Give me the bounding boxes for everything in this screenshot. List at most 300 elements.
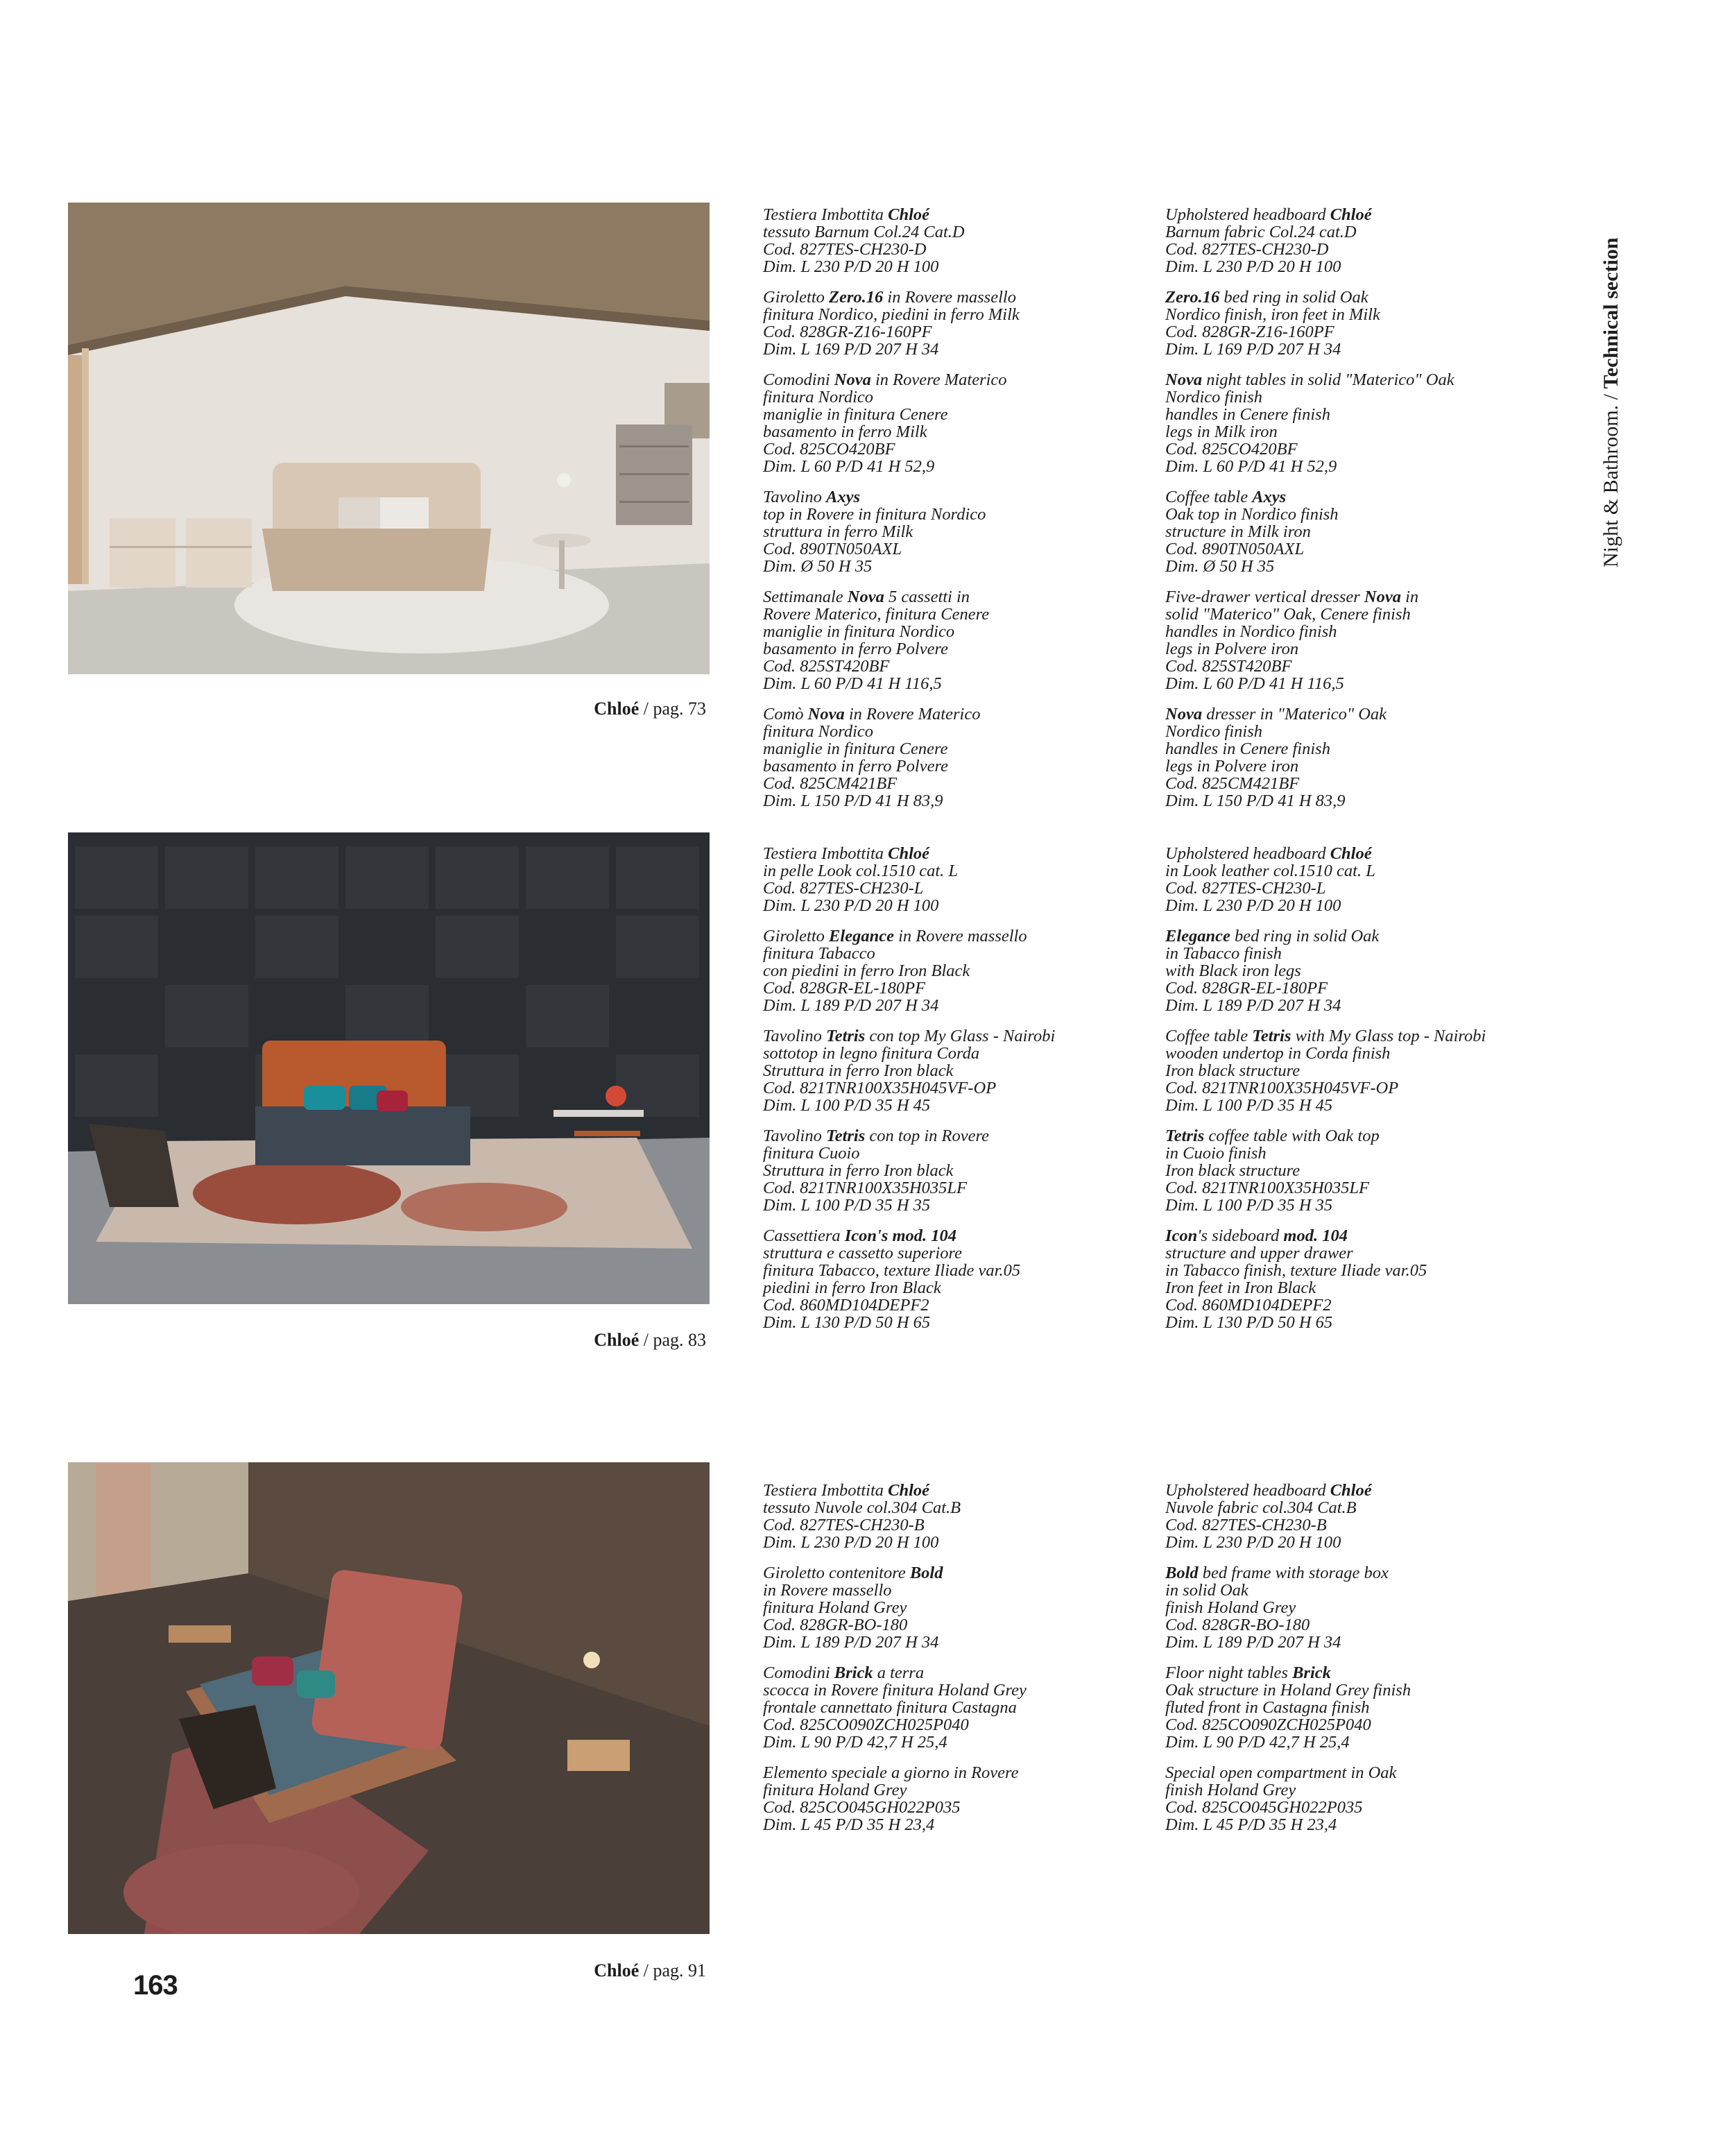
spec-text: Struttura in ferro Iron black [763, 1161, 954, 1180]
spec-text: in Tabacco finish, texture Iliade var.05 [1165, 1261, 1427, 1280]
spec-line [763, 880, 1151, 897]
spec-line [1165, 723, 1554, 740]
spec-text: Cod. 890TN050AXL [1165, 540, 1305, 558]
spec-text: Nordico finish [1165, 388, 1262, 407]
spec-list [763, 845, 1151, 1331]
spec-line [1165, 1716, 1554, 1734]
spec-text: Iron black structure [1165, 1061, 1300, 1080]
spec-text: piedini in ferro Iron Black [763, 1278, 941, 1297]
spec-text: Testiera Imbottita [763, 844, 889, 863]
spec-block [1165, 1764, 1554, 1833]
product-name: Chloé [888, 844, 930, 863]
spec-line [1165, 1534, 1554, 1551]
spec-text: Cod. 860MD104DEPF2 [763, 1296, 929, 1315]
spec-text: Dim. L 230 P/D 20 H 100 [763, 257, 939, 276]
spec-text: 's sideboard [1197, 1226, 1284, 1245]
spec-line [763, 371, 1151, 388]
spec-block [763, 1227, 1151, 1331]
bedroom-photo-light [68, 203, 710, 674]
spec-block [763, 289, 1151, 358]
spec-block [1165, 1027, 1554, 1114]
spec-line [1165, 1097, 1554, 1114]
spec-line [1165, 488, 1554, 506]
spec-line [763, 897, 1151, 914]
spec-block [763, 588, 1151, 692]
spec-line [763, 458, 1151, 475]
spec-text: Comò [763, 705, 808, 724]
spec-text: scocca in Rovere finitura Holand Grey [763, 1681, 1027, 1700]
spec-text: Settimanale [763, 588, 848, 606]
spec-text: with Black iron legs [1165, 961, 1301, 980]
spec-line [763, 1279, 1151, 1297]
product-name: mod. 104 [1283, 1226, 1348, 1245]
spec-block [763, 488, 1151, 575]
spec-text: bed ring in solid Oak [1230, 927, 1380, 946]
product-name: Nova [1165, 370, 1203, 389]
spec-line [1165, 1499, 1554, 1516]
spec-line [763, 1699, 1151, 1716]
spec-text: finitura Nordico, piedini in ferro Milk [763, 305, 1020, 324]
spec-line [763, 1616, 1151, 1634]
spec-line [1165, 1664, 1554, 1682]
spec-text: maniglie in finitura Cenere [763, 739, 948, 758]
spec-text: bed frame with storage box [1198, 1564, 1389, 1582]
spec-text: Dim. L 230 P/D 20 H 100 [1165, 896, 1341, 915]
spec-text: Cod. 860MD104DEPF2 [1165, 1296, 1332, 1315]
spec-text: Struttura in ferro Iron black [763, 1061, 954, 1080]
spec-line [763, 1781, 1151, 1799]
spec-text: Dim. L 230 P/D 20 H 100 [1165, 257, 1341, 276]
product-name: Zero.16 [1165, 288, 1220, 307]
product-name: Nova [834, 370, 871, 389]
spec-line [763, 523, 1151, 540]
spec-line [1165, 1127, 1554, 1145]
spec-text: Cod. 828GR-EL-180PF [1165, 979, 1328, 998]
spec-line [1165, 540, 1554, 558]
spec-text: in Rovere massello [883, 288, 1016, 307]
spec-text: finitura Cuoio [763, 1144, 860, 1163]
spec-line [763, 1716, 1151, 1734]
spec-block [763, 927, 1151, 1014]
spec-text: Dim. L 169 P/D 207 H 34 [763, 340, 939, 359]
spec-text: Dim. L 230 P/D 20 H 100 [763, 1533, 939, 1552]
spec-line [763, 997, 1151, 1014]
spec-line [763, 945, 1151, 962]
spec-line [1165, 406, 1554, 423]
bedroom-photo-brown [68, 1462, 710, 1934]
spec-line [1165, 758, 1554, 775]
page-number: 163 [133, 1970, 178, 2001]
spec-text: basamento in ferro Milk [763, 422, 927, 441]
spec-line [763, 1145, 1151, 1162]
spec-line [763, 1734, 1151, 1751]
spec-text: 5 cassetti in [884, 588, 970, 606]
spec-text: Five-drawer vertical dresser [1165, 588, 1364, 606]
spec-line [1165, 1634, 1554, 1651]
spec-line [763, 1599, 1151, 1616]
spec-list [763, 206, 1151, 810]
spec-line [763, 1482, 1151, 1499]
spec-text: Special open compartment in Oak [1165, 1763, 1397, 1782]
product-name: Tetris [826, 1027, 866, 1045]
spec-line [1165, 1682, 1554, 1699]
spec-line [763, 258, 1151, 275]
spec-text: legs in Polvere iron [1165, 757, 1299, 776]
spec-line [1165, 1816, 1554, 1833]
product-name: Icon's mod. 104 [844, 1226, 957, 1245]
spec-text: maniglie in finitura Nordico [763, 622, 955, 641]
spec-text: in [1400, 588, 1419, 606]
spec-line [1165, 1227, 1554, 1244]
spec-line [1165, 1699, 1554, 1716]
spec-list [763, 1482, 1151, 1833]
spec-line [1165, 640, 1554, 658]
spec-line [763, 862, 1151, 880]
english-column-1 [1165, 206, 1554, 823]
spec-line [763, 440, 1151, 458]
spec-text: dresser in "Materico" Oak [1202, 705, 1387, 724]
spec-line [1165, 623, 1554, 640]
spec-line [763, 323, 1151, 341]
spec-text: basamento in ferro Polvere [763, 757, 948, 776]
spec-line [1165, 1781, 1554, 1799]
spec-line [763, 341, 1151, 358]
spec-line [1165, 423, 1554, 440]
spec-block [763, 1764, 1151, 1833]
spec-line [763, 406, 1151, 423]
spec-line [1165, 740, 1554, 758]
spec-line [763, 540, 1151, 558]
spec-line [1165, 997, 1554, 1014]
spec-text: Dim. L 45 P/D 35 H 23,4 [763, 1815, 935, 1834]
spec-block [1165, 289, 1554, 358]
spec-text: Dim. L 90 P/D 42,7 H 25,4 [1165, 1733, 1350, 1752]
spec-line [763, 1297, 1151, 1314]
product-name: Chloé [888, 205, 930, 224]
product-name: Bold [909, 1564, 943, 1582]
spec-block [763, 1482, 1151, 1551]
spec-line [763, 223, 1151, 241]
spec-text: Cod. 825CO045GH022P035 [763, 1798, 961, 1817]
spec-line [1165, 1599, 1554, 1616]
spec-text: Dim. L 100 P/D 35 H 35 [1165, 1196, 1333, 1215]
spec-line [1165, 306, 1554, 323]
photo-caption-2: Chloé / pag. 83 [594, 1330, 706, 1350]
spec-text: Cod. 821TNR100X35H035LF [1165, 1179, 1370, 1197]
italian-column-3 [763, 1482, 1151, 1847]
product-name: Axys [1252, 488, 1287, 506]
spec-line [1165, 523, 1554, 540]
spec-text: Dim. L 230 P/D 20 H 100 [1165, 1533, 1341, 1552]
spec-text: solid "Materico" Oak, Cenere finish [1165, 605, 1411, 624]
spec-text: Cod. 828GR-BO-180 [1165, 1616, 1310, 1634]
spec-line [763, 289, 1151, 306]
spec-block [763, 1664, 1151, 1751]
spec-block [1165, 845, 1554, 914]
spec-line [763, 1027, 1151, 1045]
spec-text: Cod. 827TES-CH230-L [1165, 879, 1326, 898]
spec-text: Cod. 827TES-CH230-D [1165, 240, 1329, 259]
spec-line [1165, 1764, 1554, 1781]
spec-line [1165, 775, 1554, 792]
product-name: Chloé [888, 1481, 930, 1500]
product-name: Zero.16 [829, 288, 884, 307]
spec-line [1165, 1279, 1554, 1297]
spec-line [763, 1227, 1151, 1244]
spec-text: Oak top in Nordico finish [1165, 505, 1339, 524]
spec-line [1165, 506, 1554, 523]
spec-text: Dim. L 189 P/D 207 H 34 [763, 996, 939, 1015]
spec-text: Tavolino [763, 488, 826, 506]
spec-line [1165, 1027, 1554, 1045]
spec-line [763, 775, 1151, 792]
spec-text: Giroletto contenitore [763, 1564, 910, 1582]
spec-text: sottotop in legno finitura Corda [763, 1044, 980, 1063]
spec-line [1165, 1297, 1554, 1314]
spec-text: Dim. L 60 P/D 41 H 52,9 [1165, 457, 1337, 476]
spec-line [1165, 979, 1554, 997]
spec-line [763, 1534, 1151, 1551]
spec-line [1165, 206, 1554, 223]
spec-text: Cod. 821TNR100X35H045VF-OP [763, 1079, 997, 1097]
spec-text: tessuto Barnum Col.24 Cat.D [763, 223, 965, 241]
spec-text: Dim. L 100 P/D 35 H 35 [763, 1196, 931, 1215]
spec-text: finitura Tabacco [763, 944, 875, 963]
spec-line [763, 1314, 1151, 1331]
product-name: Tetris [1252, 1027, 1291, 1045]
spec-list [1165, 845, 1554, 1331]
spec-text: Elemento speciale a giorno in Rovere [763, 1763, 1019, 1782]
spec-line [1165, 1162, 1554, 1179]
spec-line [1165, 945, 1554, 962]
spec-text: finitura Nordico [763, 722, 874, 741]
spec-line [763, 1499, 1151, 1516]
product-name: Axys [826, 488, 860, 506]
spec-line [763, 792, 1151, 810]
spec-text: Cod. 825ST420BF [763, 657, 890, 676]
spec-text: Dim. L 60 P/D 41 H 116,5 [1165, 674, 1344, 693]
spec-text: in Rovere massello [763, 1581, 892, 1600]
photo-caption-1: Chloé / pag. 73 [594, 699, 706, 719]
spec-line [763, 927, 1151, 945]
spec-line [1165, 1799, 1554, 1816]
spec-line [763, 1179, 1151, 1197]
spec-block [1165, 1664, 1554, 1751]
spec-line [1165, 558, 1554, 575]
spec-text: Cod. 825CO090ZCH025P040 [1165, 1716, 1371, 1734]
spec-text: finish Holand Grey [1165, 1781, 1296, 1799]
spec-text: in Rovere massello [893, 927, 1027, 946]
spec-line [1165, 1582, 1554, 1599]
spec-block [1165, 1564, 1554, 1651]
spec-text: Iron feet in Iron Black [1165, 1278, 1316, 1297]
spec-line [1165, 458, 1554, 475]
spec-text: bed ring in solid Oak [1219, 288, 1368, 307]
spec-block [1165, 927, 1554, 1014]
spec-text: in Look leather col.1510 cat. L [1165, 862, 1375, 880]
spec-line [763, 705, 1151, 723]
spec-line [1165, 792, 1554, 810]
spec-block [1165, 1482, 1554, 1551]
spec-text: Comodini [763, 1663, 834, 1682]
spec-text: structure in Milk iron [1165, 522, 1311, 541]
spec-line [1165, 341, 1554, 358]
spec-block [1165, 206, 1554, 275]
spec-text: Giroletto [763, 927, 830, 946]
spec-text: Dim. L 189 P/D 207 H 34 [763, 1633, 939, 1652]
spec-text: finitura Tabacco, texture Iliade var.05 [763, 1261, 1021, 1280]
spec-text: legs in Polvere iron [1165, 640, 1299, 658]
spec-text: Cod. 828GR-EL-180PF [763, 979, 926, 998]
spec-line [763, 1664, 1151, 1682]
product-name: Nova [847, 588, 884, 606]
spec-line [1165, 1062, 1554, 1079]
spec-text: Dim. L 130 P/D 50 H 65 [763, 1313, 931, 1332]
product-name: Elegance [829, 927, 894, 946]
spec-text: Cod. 828GR-Z16-160PF [1165, 323, 1334, 341]
spec-block [763, 1027, 1151, 1114]
spec-line [763, 758, 1151, 775]
spec-text: Upholstered headboard [1165, 1481, 1330, 1500]
spec-line [763, 588, 1151, 606]
spec-line [1165, 675, 1554, 692]
spec-line [1165, 1145, 1554, 1162]
spec-line [763, 1062, 1151, 1079]
spec-line [1165, 323, 1554, 341]
spec-text: Dim. L 169 P/D 207 H 34 [1165, 340, 1341, 359]
spec-line [1165, 705, 1554, 723]
spec-block [1165, 1227, 1554, 1331]
spec-text: maniglie in finitura Cenere [763, 405, 948, 424]
spec-text: in Rovere Materico [844, 705, 981, 724]
spec-block [1165, 371, 1554, 475]
spec-text: wooden undertop in Corda finish [1165, 1044, 1391, 1063]
spec-text: Cod. 828GR-Z16-160PF [763, 323, 932, 341]
spec-text: Dim. L 60 P/D 41 H 116,5 [763, 674, 942, 693]
product-name: Icon [1165, 1226, 1198, 1245]
spec-text: Dim. L 189 P/D 207 H 34 [1165, 1633, 1341, 1652]
spec-line [763, 740, 1151, 758]
spec-text: finitura Nordico [763, 388, 874, 407]
spec-text: con piedini in ferro Iron Black [763, 961, 970, 980]
spec-line [763, 241, 1151, 258]
spec-text: Cod. 828GR-BO-180 [763, 1616, 908, 1634]
spec-text: Dim. L 189 P/D 207 H 34 [1165, 996, 1341, 1015]
spec-line [763, 506, 1151, 523]
spec-line [1165, 962, 1554, 979]
spec-text: handles in Cenere finish [1165, 405, 1330, 424]
spec-text: Dim. L 230 P/D 20 H 100 [763, 896, 939, 915]
spec-list [1165, 206, 1554, 810]
spec-text: handles in Cenere finish [1165, 739, 1330, 758]
english-column-2 [1165, 845, 1554, 1344]
spec-text: in Tabacco finish [1165, 944, 1282, 963]
spec-line [1165, 1734, 1554, 1751]
spec-line [1165, 289, 1554, 306]
spec-line [1165, 1314, 1554, 1331]
spec-line [1165, 1616, 1554, 1634]
spec-text: Tavolino [763, 1027, 826, 1045]
italian-column-2 [763, 845, 1151, 1344]
spec-block [763, 705, 1151, 810]
spec-line [763, 1816, 1151, 1833]
spec-text: Nordico finish [1165, 722, 1262, 741]
spec-line [763, 1244, 1151, 1262]
spec-text: Cod. 825CO090ZCH025P040 [763, 1716, 969, 1734]
spec-text: Cod. 825CO420BF [1165, 440, 1298, 459]
spec-line [763, 675, 1151, 692]
spec-line [1165, 258, 1554, 275]
spec-text: Dim. Ø 50 H 35 [1165, 557, 1275, 576]
product-name: Chloé [1330, 844, 1372, 863]
spec-text: Dim. L 130 P/D 50 H 65 [1165, 1313, 1333, 1332]
spec-line [1165, 1516, 1554, 1534]
spec-text: Dim. L 60 P/D 41 H 52,9 [763, 457, 935, 476]
spec-block [1165, 588, 1554, 692]
spec-text: Tavolino [763, 1127, 826, 1145]
spec-text: Dim. L 90 P/D 42,7 H 25,4 [763, 1733, 947, 1752]
spec-text: Upholstered headboard [1165, 205, 1330, 224]
spec-text: finitura Holand Grey [763, 1598, 907, 1617]
spec-text: Cod. 821TNR100X35H045VF-OP [1165, 1079, 1399, 1097]
spec-line [763, 306, 1151, 323]
spec-line [763, 1582, 1151, 1599]
spec-line [1165, 1564, 1554, 1582]
spec-line [1165, 1482, 1554, 1499]
spec-line [763, 1045, 1151, 1062]
spec-line [763, 1262, 1151, 1279]
spec-line [763, 206, 1151, 223]
spec-line [763, 388, 1151, 406]
spec-list [1165, 1482, 1554, 1833]
spec-text: Dim. L 100 P/D 35 H 45 [1165, 1096, 1333, 1115]
spec-line [1165, 1262, 1554, 1279]
spec-line [763, 845, 1151, 862]
spec-line [1165, 862, 1554, 880]
spec-line [1165, 658, 1554, 675]
spec-text: finitura Holand Grey [763, 1781, 907, 1799]
spec-block [1165, 705, 1554, 810]
spec-line [763, 488, 1151, 506]
spec-block [763, 206, 1151, 275]
spec-text: con top in Rovere [865, 1127, 989, 1145]
spec-line [763, 640, 1151, 658]
spec-line [763, 1162, 1151, 1179]
product-name: Brick [1292, 1663, 1331, 1682]
spec-text: Iron black structure [1165, 1161, 1300, 1180]
product-name: Tetris [1165, 1127, 1205, 1145]
spec-line [763, 1634, 1151, 1651]
spec-line [763, 723, 1151, 740]
spec-line [763, 1097, 1151, 1114]
spec-text: coffee table with Oak top [1204, 1127, 1380, 1145]
spec-text: finish Holand Grey [1165, 1598, 1296, 1617]
spec-block [763, 371, 1151, 475]
spec-line [763, 1516, 1151, 1534]
spec-line [1165, 588, 1554, 606]
spec-text: handles in Nordico finish [1165, 622, 1337, 641]
spec-line [1165, 606, 1554, 623]
product-name: Chloé [1330, 1481, 1372, 1500]
spec-text: with My Glass top - Nairobi [1291, 1027, 1486, 1045]
spec-text: in pelle Look col.1510 cat. L [763, 862, 959, 880]
spec-line [763, 558, 1151, 575]
product-name: Nova [1165, 705, 1203, 724]
spec-line [763, 1799, 1151, 1816]
spec-text: structure and upper drawer [1165, 1244, 1353, 1263]
spec-text: night tables in solid "Materico" Oak [1202, 370, 1454, 389]
spec-line [763, 658, 1151, 675]
